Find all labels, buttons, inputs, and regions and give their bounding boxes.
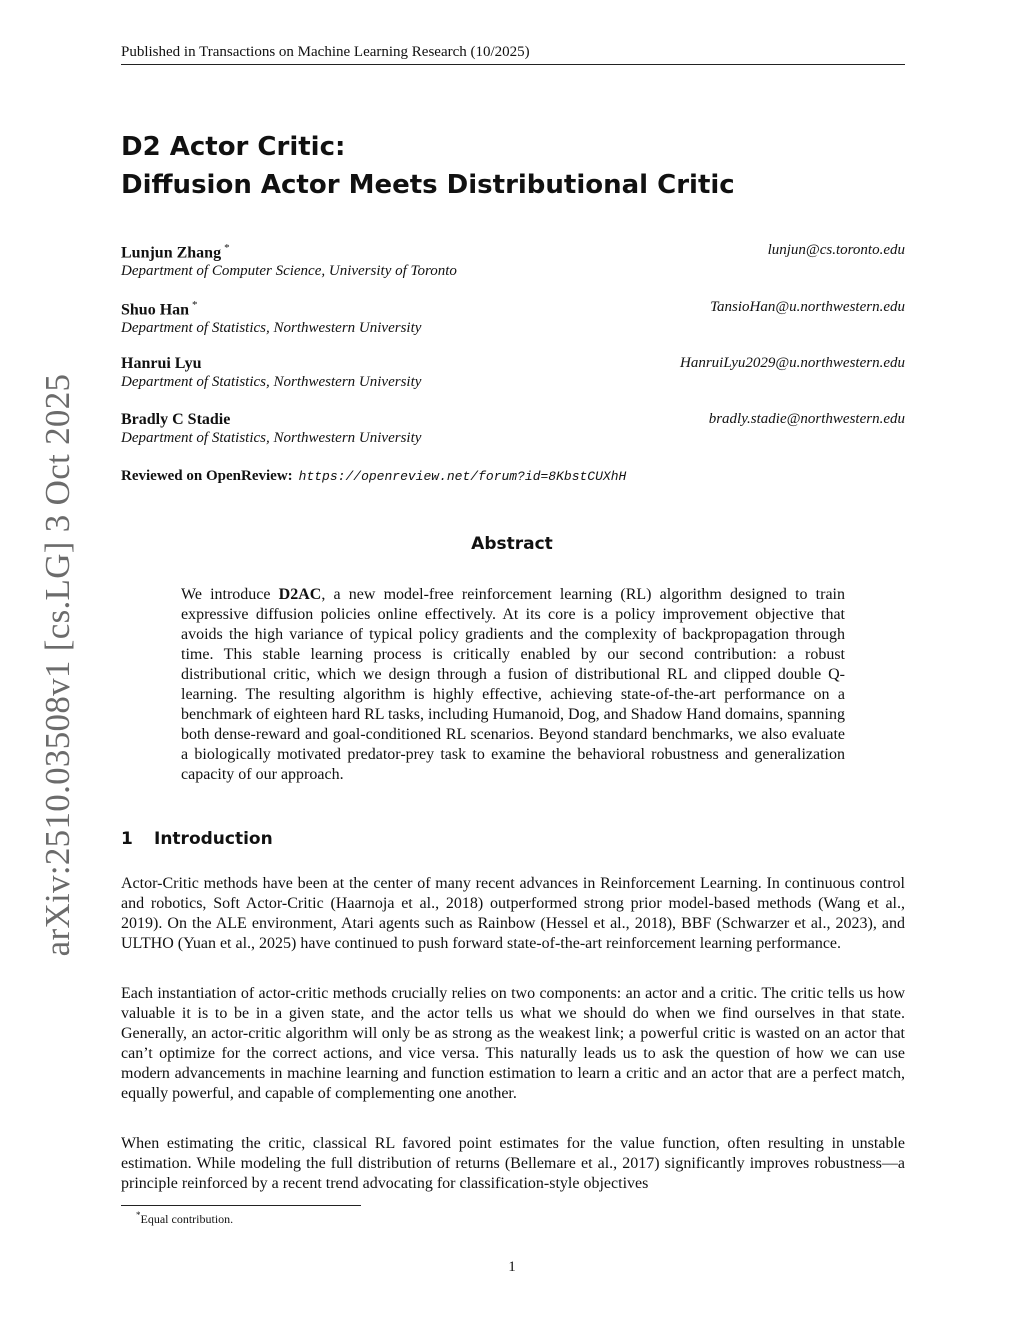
page-number: 1 (508, 1259, 516, 1275)
section-heading (121, 829, 273, 849)
author-name: Shuo Han (121, 301, 190, 319)
body-paragraph: Each instantiation of actor-critic methods crucially relies on two components: an actor and a critic. The critic tells us how valuable it is to be in a given state, and the actor tells us what we should do when we find ourselves in that state. Generally, an actor-critic algorithm will only be as strong as the weakest link; a powerful critic is wasted on an actor that can’t optimize for the correct actions, and vice versa. This naturally leads us to ask the question of how we can use modern advancements in machine learning and function estimation to learn a critic and an actor that are a perfect match, equally powerful, and capable of complementing one another. (121, 985, 905, 1102)
author-name: Bradly C Stadie (121, 411, 231, 428)
author-block (121, 411, 905, 447)
abstract-heading: Abstract (471, 534, 553, 554)
author-affiliation: Department of Statistics, Northwestern University (121, 374, 422, 390)
paper-title-line-2: Diffusion Actor Meets Distributional Critic (121, 170, 735, 200)
review-line (121, 468, 626, 485)
footnote-rule (121, 1205, 361, 1206)
footnote-mark: * (136, 1210, 141, 1220)
arxiv-stamp: arXiv:2510.03508v1 [cs.LG] 3 Oct 2025 (38, 373, 77, 957)
author-affiliation: Department of Statistics, Northwestern University (121, 430, 422, 446)
section-title: Introduction (154, 829, 273, 849)
author-email[interactable]: bradly.stadie@northwestern.edu (708, 411, 905, 427)
author-block (121, 242, 905, 280)
author-email[interactable]: lunjun@cs.toronto.edu (767, 242, 905, 258)
body-paragraph: When estimating the critic, classical RL favored point estimates for the value function, often resulting in unstable estimation. While modeling the full distribution of returns (Bellemare et al., 2017) significantly improves robustness—a principle reinforced by a recent trend advocating for classification-style objectives (121, 1135, 905, 1192)
body-paragraph: Actor-Critic methods have been at the center of many recent advances in Reinforcement Learning. In continuous control and robotics, Soft Actor-Critic (Haarnoja et al., 2018) outperformed strong prior model-based methods (Wang et al., 2019). On the ALE environment, Atari agents such as Rainbow (Hessel et al., 2018), BBF (Schwarzer et al., 2023), and ULTHO (Yuan et al., 2025) have continued to push forward state-of-the-art reinforcement learning performance. (121, 875, 905, 952)
author-block (121, 355, 905, 391)
footnote (136, 1210, 233, 1227)
method-name: D2AC (278, 586, 322, 603)
author-email[interactable]: HanruiLyu2029@u.northwestern.edu (679, 355, 905, 371)
author-email[interactable]: TansioHan@u.northwestern.edu (710, 299, 905, 315)
running-header: Published in Transactions on Machine Learning Research (10/2025) (121, 44, 905, 65)
equal-contribution-mark: * (192, 299, 198, 311)
equal-contribution-mark: * (224, 242, 230, 254)
paper-title-line-1: D2 Actor Critic: (121, 132, 346, 162)
author-name: Hanrui Lyu (121, 355, 202, 372)
paper-title (121, 128, 735, 204)
footnote-text: Equal contribution. (140, 1212, 234, 1226)
author-block (121, 299, 905, 337)
review-label: Reviewed on OpenReview: (121, 468, 293, 484)
section-number: 1 (121, 829, 133, 849)
abstract-text: We introduce D2AC, a new model-free reinforcement learning (RL) algorithm designed to train expressive diffusion policies online effectively. At its core is a policy improvement objective that avoids the high variance of typical policy gradients and the complexity of backpropagation through time. This stable learning process is critically enabled by our second contribution: a robust distributional critic, which we design through a fusion of distributional RL and clipped double Q-learning. The resulting algorithm is highly effective, achieving state-of-the-art performance on a benchmark of eighteen hard RL tasks, including Humanoid, Dog, and Shadow Hand domains, spanning both dense-reward and goal-conditioned RL scenarios. Beyond standard benchmarks, we also evaluate a biologically motivated predator-prey task to examine the behavioral robustness and generalization capacity of our approach. (181, 586, 845, 783)
author-affiliation: Department of Computer Science, University of Toronto (121, 263, 457, 280)
openreview-link[interactable]: https://openreview.net/forum?id=8KbstCUXhH (298, 469, 627, 484)
author-affiliation: Department of Statistics, Northwestern University (121, 320, 422, 337)
author-name: Lunjun Zhang (121, 244, 222, 262)
